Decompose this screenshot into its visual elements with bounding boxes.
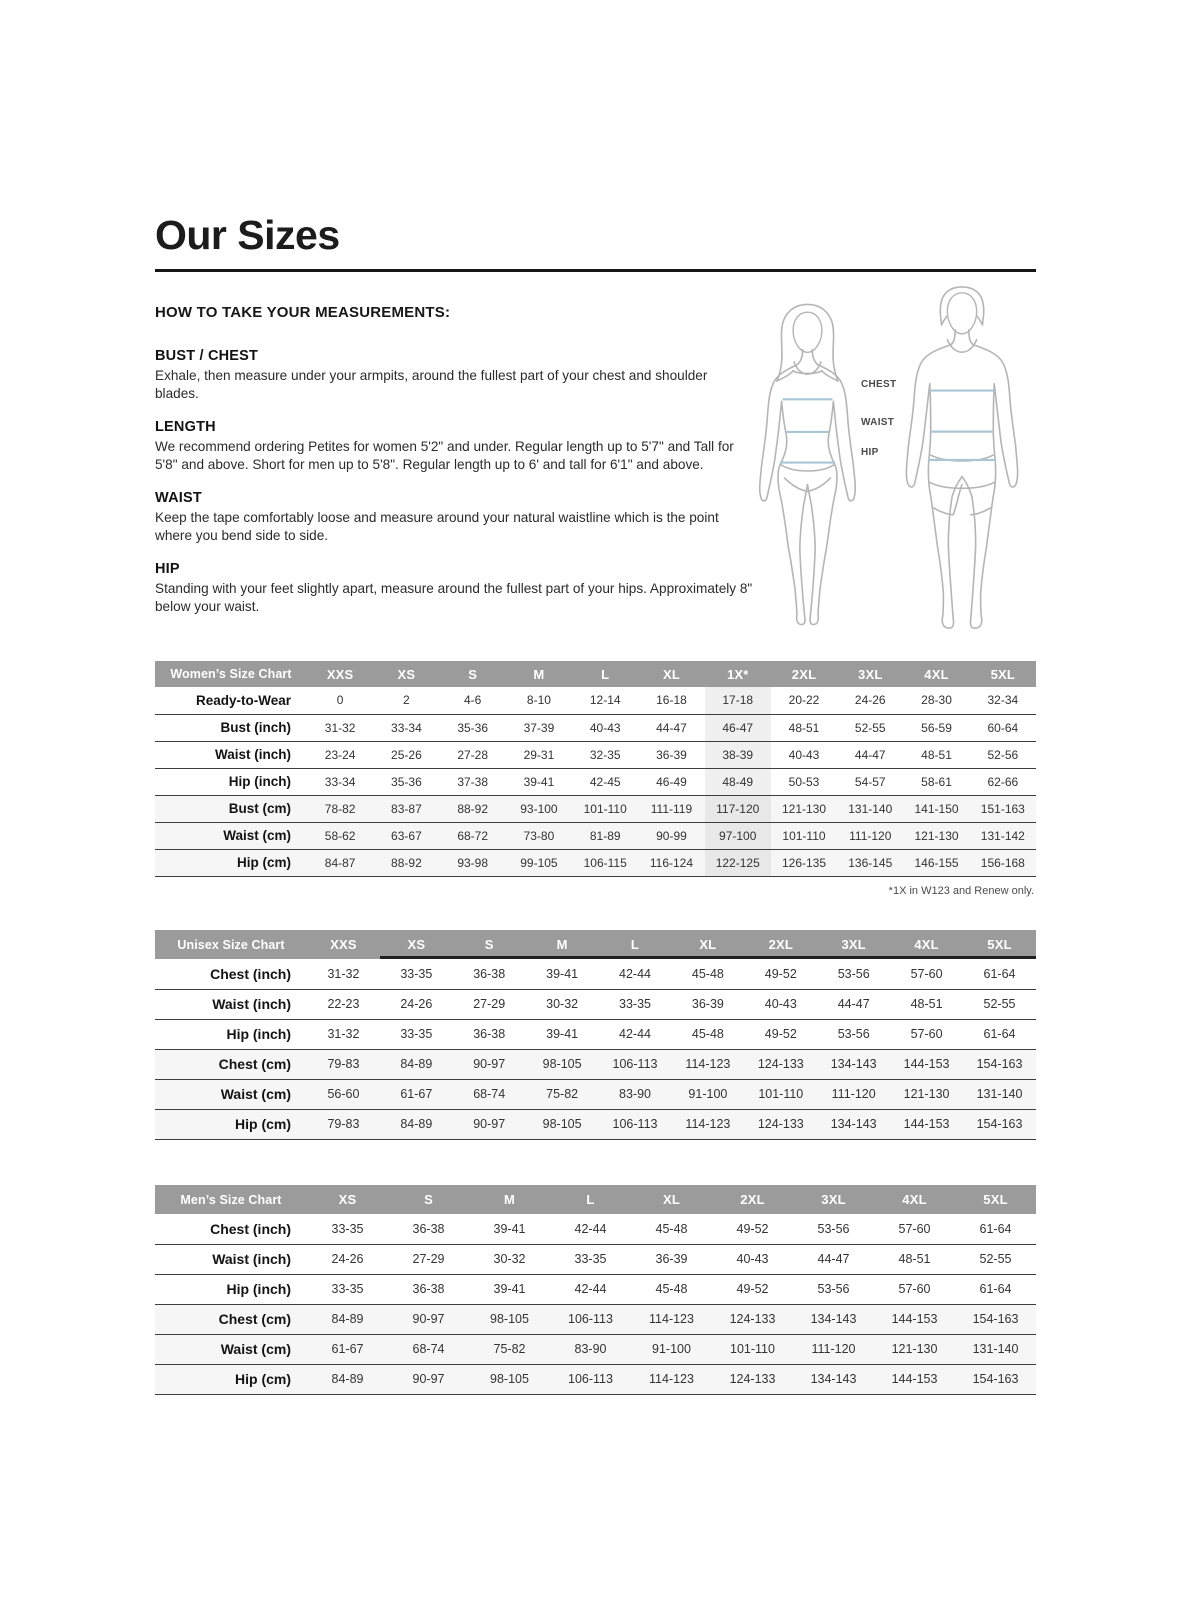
table-cell: 106-113 xyxy=(599,1109,672,1139)
size-column-header: XXS xyxy=(307,661,373,687)
size-column-header: XS xyxy=(380,930,453,959)
table-cell: 30-32 xyxy=(526,989,599,1019)
size-column-header: 4XL xyxy=(903,661,969,687)
table-cell: 4-6 xyxy=(440,687,506,714)
table-cell: 101-110 xyxy=(572,795,638,822)
size-column-header: XL xyxy=(638,661,704,687)
size-column-header: S xyxy=(440,661,506,687)
table-cell: 39-41 xyxy=(506,768,572,795)
table-cell: 57-60 xyxy=(890,1019,963,1049)
waist-line-label: WAIST xyxy=(861,417,895,428)
table-cell: 134-143 xyxy=(817,1049,890,1079)
table-cell: 111-119 xyxy=(638,795,704,822)
table-row xyxy=(155,1244,1036,1274)
table-cell: 131-140 xyxy=(955,1334,1036,1364)
row-label: Waist (cm) xyxy=(155,1334,307,1364)
table-cell: 36-39 xyxy=(638,741,704,768)
table-cell: 45-48 xyxy=(631,1274,712,1304)
table-cell: 58-61 xyxy=(903,768,969,795)
table-cell: 39-41 xyxy=(526,1019,599,1049)
section-heading: LENGTH xyxy=(155,419,216,435)
row-label: Waist (inch) xyxy=(155,741,307,768)
table-cell: 42-45 xyxy=(572,768,638,795)
table-row xyxy=(155,1364,1036,1394)
table-cell: 111-120 xyxy=(793,1334,874,1364)
table-cell: 27-29 xyxy=(453,989,526,1019)
table-cell: 61-67 xyxy=(307,1334,388,1364)
table-cell: 48-51 xyxy=(771,714,837,741)
table-cell: 40-43 xyxy=(572,714,638,741)
table-cell: 114-123 xyxy=(671,1109,744,1139)
table-cell: 121-130 xyxy=(903,822,969,849)
table-cell: 81-89 xyxy=(572,822,638,849)
row-label: Hip (cm) xyxy=(155,1364,307,1394)
table-cell: 146-155 xyxy=(903,849,969,876)
size-column-header: 2XL xyxy=(712,1185,793,1214)
table-cell: 144-153 xyxy=(874,1364,955,1394)
chest-line-label: CHEST xyxy=(861,379,897,390)
table-cell: 98-105 xyxy=(526,1049,599,1079)
table-cell: 33-35 xyxy=(550,1244,631,1274)
table-cell: 126-135 xyxy=(771,849,837,876)
table-cell: 88-92 xyxy=(440,795,506,822)
table-cell: 99-105 xyxy=(506,849,572,876)
table-cell: 57-60 xyxy=(874,1274,955,1304)
table-cell: 31-32 xyxy=(307,959,380,989)
table-cell: 35-36 xyxy=(440,714,506,741)
table-cell: 121-130 xyxy=(890,1079,963,1109)
table-cell: 90-99 xyxy=(638,822,704,849)
table-cell: 31-32 xyxy=(307,714,373,741)
table-cell: 2 xyxy=(373,687,439,714)
table-cell: 61-64 xyxy=(963,1019,1036,1049)
table-row xyxy=(155,768,1036,795)
table-cell: 36-38 xyxy=(453,959,526,989)
table-cell: 114-123 xyxy=(631,1304,712,1334)
size-column-header: 3XL xyxy=(817,930,890,959)
row-label: Hip (cm) xyxy=(155,849,307,876)
table-cell: 56-60 xyxy=(307,1079,380,1109)
table-cell: 106-113 xyxy=(550,1364,631,1394)
table-cell: 91-100 xyxy=(631,1334,712,1364)
table-cell: 40-43 xyxy=(744,989,817,1019)
table-cell: 36-38 xyxy=(388,1274,469,1304)
table-cell: 42-44 xyxy=(599,1019,672,1049)
size-column-header: M xyxy=(526,930,599,959)
table-cell: 52-55 xyxy=(837,714,903,741)
table-title: Women’s Size Chart xyxy=(155,661,307,687)
table-row xyxy=(155,959,1036,989)
table-cell: 84-89 xyxy=(380,1049,453,1079)
table-row xyxy=(155,1019,1036,1049)
table-cell: 50-53 xyxy=(771,768,837,795)
hip-line-label: HIP xyxy=(861,447,879,458)
table-cell: 134-143 xyxy=(793,1304,874,1334)
row-label: Bust (inch) xyxy=(155,714,307,741)
table-cell: 53-56 xyxy=(793,1214,874,1244)
section-heading: HIP xyxy=(155,561,180,577)
table-cell: 48-51 xyxy=(890,989,963,1019)
table-cell: 16-18 xyxy=(638,687,704,714)
table-cell: 154-163 xyxy=(963,1109,1036,1139)
table-cell: 124-133 xyxy=(712,1304,793,1334)
table-cell: 38-39 xyxy=(705,741,771,768)
table-cell: 42-44 xyxy=(599,959,672,989)
size-column-header: XS xyxy=(373,661,439,687)
title-divider xyxy=(155,269,1036,272)
table-cell: 131-140 xyxy=(837,795,903,822)
table-cell: 131-142 xyxy=(970,822,1036,849)
table-cell: 12-14 xyxy=(572,687,638,714)
table-cell: 97-100 xyxy=(705,822,771,849)
table-cell: 83-90 xyxy=(550,1334,631,1364)
table-cell: 40-43 xyxy=(712,1244,793,1274)
table-cell: 52-56 xyxy=(970,741,1036,768)
section-heading: BUST / CHEST xyxy=(155,348,259,364)
section-waist xyxy=(155,490,753,544)
table-cell: 93-98 xyxy=(440,849,506,876)
row-label: Waist (inch) xyxy=(155,1244,307,1274)
table-cell: 131-140 xyxy=(963,1079,1036,1109)
table-cell: 58-62 xyxy=(307,822,373,849)
table-cell: 114-123 xyxy=(631,1364,712,1394)
table-header-row xyxy=(155,1185,1036,1214)
table-cell: 124-133 xyxy=(744,1049,817,1079)
table-cell: 24-26 xyxy=(380,989,453,1019)
table-cell: 29-31 xyxy=(506,741,572,768)
table-cell: 23-24 xyxy=(307,741,373,768)
table-row xyxy=(155,989,1036,1019)
table-cell: 60-64 xyxy=(970,714,1036,741)
size-column-header: XL xyxy=(631,1185,712,1214)
row-label: Hip (inch) xyxy=(155,768,307,795)
table-cell: 33-35 xyxy=(380,959,453,989)
table-cell: 84-89 xyxy=(307,1304,388,1334)
table-cell: 106-115 xyxy=(572,849,638,876)
table-cell: 84-89 xyxy=(380,1109,453,1139)
size-column-header: L xyxy=(599,930,672,959)
table-cell: 49-52 xyxy=(712,1214,793,1244)
table-cell: 44-47 xyxy=(817,989,890,1019)
table-cell: 28-30 xyxy=(903,687,969,714)
table-cell: 37-38 xyxy=(440,768,506,795)
table-cell: 30-32 xyxy=(469,1244,550,1274)
table-cell: 78-82 xyxy=(307,795,373,822)
size-column-header: 5XL xyxy=(970,661,1036,687)
table-title: Men’s Size Chart xyxy=(155,1185,307,1214)
table-cell: 53-56 xyxy=(817,1019,890,1049)
size-column-header: M xyxy=(469,1185,550,1214)
measurement-lines xyxy=(928,391,996,460)
size-column-header: S xyxy=(453,930,526,959)
size-column-header: 1X* xyxy=(705,661,771,687)
size-column-header: 3XL xyxy=(793,1185,874,1214)
table-title: Unisex Size Chart xyxy=(155,930,307,959)
table-row xyxy=(155,741,1036,768)
table-cell: 48-51 xyxy=(903,741,969,768)
womens-size-table xyxy=(155,661,1036,877)
section-text: Keep the tape comfortably loose and measure around your natural waistline which is the point where you bend side to side. xyxy=(155,510,719,543)
table-cell: 75-82 xyxy=(469,1334,550,1364)
table-cell: 20-22 xyxy=(771,687,837,714)
table-cell: 68-74 xyxy=(388,1334,469,1364)
size-column-header: XL xyxy=(671,930,744,959)
table-cell: 83-90 xyxy=(599,1079,672,1109)
female-figure-illustration xyxy=(750,295,865,635)
table-row xyxy=(155,687,1036,714)
measurement-sections xyxy=(155,348,753,632)
table-cell: 53-56 xyxy=(793,1274,874,1304)
size-column-header: XS xyxy=(307,1185,388,1214)
table-footnote: *1X in W123 and Renew only. xyxy=(888,884,1034,897)
table-cell: 33-35 xyxy=(307,1214,388,1244)
table-cell: 48-51 xyxy=(874,1244,955,1274)
table-row xyxy=(155,1049,1036,1079)
table-cell: 68-72 xyxy=(440,822,506,849)
table-cell: 93-100 xyxy=(506,795,572,822)
row-label: Bust (cm) xyxy=(155,795,307,822)
size-column-header: 5XL xyxy=(963,930,1036,959)
size-column-header: 5XL xyxy=(955,1185,1036,1214)
table-cell: 32-35 xyxy=(572,741,638,768)
table-cell: 79-83 xyxy=(307,1109,380,1139)
table-cell: 61-67 xyxy=(380,1079,453,1109)
table-cell: 33-35 xyxy=(599,989,672,1019)
mens-size-chart-block xyxy=(155,1185,1036,1395)
table-cell: 37-39 xyxy=(506,714,572,741)
table-cell: 61-64 xyxy=(963,959,1036,989)
table-cell: 111-120 xyxy=(817,1079,890,1109)
table-cell: 144-153 xyxy=(890,1049,963,1079)
section-text: Standing with your feet slightly apart, measure around the fullest part of your hips. Approximately 8" below your waist. xyxy=(155,581,753,614)
table-cell: 90-97 xyxy=(388,1304,469,1334)
size-column-header: 2XL xyxy=(771,661,837,687)
size-column-header: L xyxy=(572,661,638,687)
table-cell: 33-34 xyxy=(307,768,373,795)
section-length xyxy=(155,419,753,473)
male-figure-illustration xyxy=(898,283,1026,635)
table-cell: 49-52 xyxy=(712,1274,793,1304)
table-cell: 35-36 xyxy=(373,768,439,795)
table-cell: 39-41 xyxy=(469,1274,550,1304)
table-cell: 90-97 xyxy=(388,1364,469,1394)
table-cell: 121-130 xyxy=(874,1334,955,1364)
table-cell: 53-56 xyxy=(817,959,890,989)
table-cell: 45-48 xyxy=(671,959,744,989)
table-cell: 154-163 xyxy=(955,1364,1036,1394)
table-row xyxy=(155,1274,1036,1304)
measurement-lines xyxy=(780,399,836,462)
table-cell: 57-60 xyxy=(874,1214,955,1244)
size-column-header: 3XL xyxy=(837,661,903,687)
table-cell: 40-43 xyxy=(771,741,837,768)
row-label: Waist (inch) xyxy=(155,989,307,1019)
table-cell: 46-47 xyxy=(705,714,771,741)
table-row xyxy=(155,822,1036,849)
table-cell: 151-163 xyxy=(970,795,1036,822)
table-cell: 56-59 xyxy=(903,714,969,741)
size-column-header: 2XL xyxy=(744,930,817,959)
row-label: Ready-to-Wear xyxy=(155,687,307,714)
table-cell: 22-23 xyxy=(307,989,380,1019)
table-cell: 33-35 xyxy=(380,1019,453,1049)
howto-heading: HOW TO TAKE YOUR MEASUREMENTS: xyxy=(155,304,451,321)
table-cell: 24-26 xyxy=(837,687,903,714)
table-cell: 27-29 xyxy=(388,1244,469,1274)
table-cell: 98-105 xyxy=(526,1109,599,1139)
table-cell: 134-143 xyxy=(817,1109,890,1139)
table-row xyxy=(155,1109,1036,1139)
table-cell: 49-52 xyxy=(744,959,817,989)
table-cell: 62-66 xyxy=(970,768,1036,795)
section-text: Exhale, then measure under your armpits, around the fullest part of your chest and shoulder blades. xyxy=(155,368,708,401)
row-label: Chest (cm) xyxy=(155,1049,307,1079)
table-cell: 101-110 xyxy=(712,1334,793,1364)
table-cell: 39-41 xyxy=(526,959,599,989)
table-cell: 48-49 xyxy=(705,768,771,795)
row-label: Chest (cm) xyxy=(155,1304,307,1334)
page-title: Our Sizes xyxy=(155,212,340,258)
row-label: Hip (cm) xyxy=(155,1109,307,1139)
row-label: Waist (cm) xyxy=(155,1079,307,1109)
section-bust-chest xyxy=(155,348,753,402)
row-label: Waist (cm) xyxy=(155,822,307,849)
table-cell: 124-133 xyxy=(712,1364,793,1394)
table-cell: 101-110 xyxy=(771,822,837,849)
table-cell: 98-105 xyxy=(469,1364,550,1394)
table-cell: 52-55 xyxy=(963,989,1036,1019)
table-cell: 57-60 xyxy=(890,959,963,989)
table-cell: 25-26 xyxy=(373,741,439,768)
table-cell: 121-130 xyxy=(771,795,837,822)
table-cell: 91-100 xyxy=(671,1079,744,1109)
table-cell: 75-82 xyxy=(526,1079,599,1109)
table-row xyxy=(155,795,1036,822)
row-label: Hip (inch) xyxy=(155,1019,307,1049)
table-cell: 36-38 xyxy=(453,1019,526,1049)
table-cell: 61-64 xyxy=(955,1274,1036,1304)
table-cell: 45-48 xyxy=(631,1214,712,1244)
table-row xyxy=(155,849,1036,876)
table-cell: 45-48 xyxy=(671,1019,744,1049)
table-cell: 122-125 xyxy=(705,849,771,876)
table-cell: 84-89 xyxy=(307,1364,388,1394)
table-cell: 49-52 xyxy=(744,1019,817,1049)
section-text: We recommend ordering Petites for women 5'2" and under. Regular length up to 5'7" and Tall for 5'8" and above. Short for men up to 5'8". Regular length up to 6' and tall for 6'1" and above. xyxy=(155,439,734,472)
table-cell: 101-110 xyxy=(744,1079,817,1109)
table-cell: 42-44 xyxy=(550,1214,631,1244)
table-cell: 61-64 xyxy=(955,1214,1036,1244)
table-cell: 46-49 xyxy=(638,768,704,795)
table-row xyxy=(155,1214,1036,1244)
table-cell: 90-97 xyxy=(453,1109,526,1139)
table-cell: 144-153 xyxy=(890,1109,963,1139)
table-cell: 44-47 xyxy=(638,714,704,741)
size-column-header: 4XL xyxy=(890,930,963,959)
table-cell: 33-35 xyxy=(307,1274,388,1304)
table-cell: 83-87 xyxy=(373,795,439,822)
row-label: Hip (inch) xyxy=(155,1274,307,1304)
table-cell: 32-34 xyxy=(970,687,1036,714)
size-column-header: XXS xyxy=(307,930,380,959)
size-column-header: L xyxy=(550,1185,631,1214)
table-cell: 54-57 xyxy=(837,768,903,795)
size-column-header: S xyxy=(388,1185,469,1214)
unisex-size-table xyxy=(155,930,1036,1140)
section-heading: WAIST xyxy=(155,490,202,506)
table-cell: 144-153 xyxy=(874,1304,955,1334)
table-cell: 154-163 xyxy=(955,1304,1036,1334)
table-header-row xyxy=(155,930,1036,959)
table-cell: 141-150 xyxy=(903,795,969,822)
table-cell: 42-44 xyxy=(550,1274,631,1304)
table-cell: 17-18 xyxy=(705,687,771,714)
table-row xyxy=(155,1079,1036,1109)
table-cell: 27-28 xyxy=(440,741,506,768)
table-cell: 84-87 xyxy=(307,849,373,876)
table-cell: 124-133 xyxy=(744,1109,817,1139)
table-cell: 36-39 xyxy=(631,1244,712,1274)
table-cell: 68-74 xyxy=(453,1079,526,1109)
table-cell: 98-105 xyxy=(469,1304,550,1334)
table-cell: 114-123 xyxy=(671,1049,744,1079)
table-row xyxy=(155,1304,1036,1334)
size-column-header: 4XL xyxy=(874,1185,955,1214)
table-cell: 106-113 xyxy=(599,1049,672,1079)
table-row xyxy=(155,1334,1036,1364)
table-cell: 111-120 xyxy=(837,822,903,849)
table-cell: 156-168 xyxy=(970,849,1036,876)
table-cell: 44-47 xyxy=(837,741,903,768)
table-cell: 33-34 xyxy=(373,714,439,741)
table-cell: 39-41 xyxy=(469,1214,550,1244)
table-cell: 0 xyxy=(307,687,373,714)
table-cell: 90-97 xyxy=(453,1049,526,1079)
table-cell: 116-124 xyxy=(638,849,704,876)
table-cell: 79-83 xyxy=(307,1049,380,1079)
mens-size-table xyxy=(155,1185,1036,1395)
table-header-row xyxy=(155,661,1036,687)
table-cell: 117-120 xyxy=(705,795,771,822)
table-cell: 52-55 xyxy=(955,1244,1036,1274)
row-label: Chest (inch) xyxy=(155,1214,307,1244)
table-row xyxy=(155,714,1036,741)
table-cell: 8-10 xyxy=(506,687,572,714)
table-cell: 63-67 xyxy=(373,822,439,849)
row-label: Chest (inch) xyxy=(155,959,307,989)
table-cell: 36-38 xyxy=(388,1214,469,1244)
size-column-header: M xyxy=(506,661,572,687)
table-cell: 136-145 xyxy=(837,849,903,876)
table-cell: 24-26 xyxy=(307,1244,388,1274)
figure-illustrations xyxy=(748,283,1038,638)
table-cell: 73-80 xyxy=(506,822,572,849)
section-hip xyxy=(155,561,753,615)
table-cell: 154-163 xyxy=(963,1049,1036,1079)
womens-size-chart-block xyxy=(155,661,1036,897)
table-cell: 31-32 xyxy=(307,1019,380,1049)
table-cell: 106-113 xyxy=(550,1304,631,1334)
table-cell: 36-39 xyxy=(671,989,744,1019)
unisex-size-chart-block xyxy=(155,930,1036,1140)
table-cell: 134-143 xyxy=(793,1364,874,1394)
table-cell: 44-47 xyxy=(793,1244,874,1274)
table-cell: 88-92 xyxy=(373,849,439,876)
